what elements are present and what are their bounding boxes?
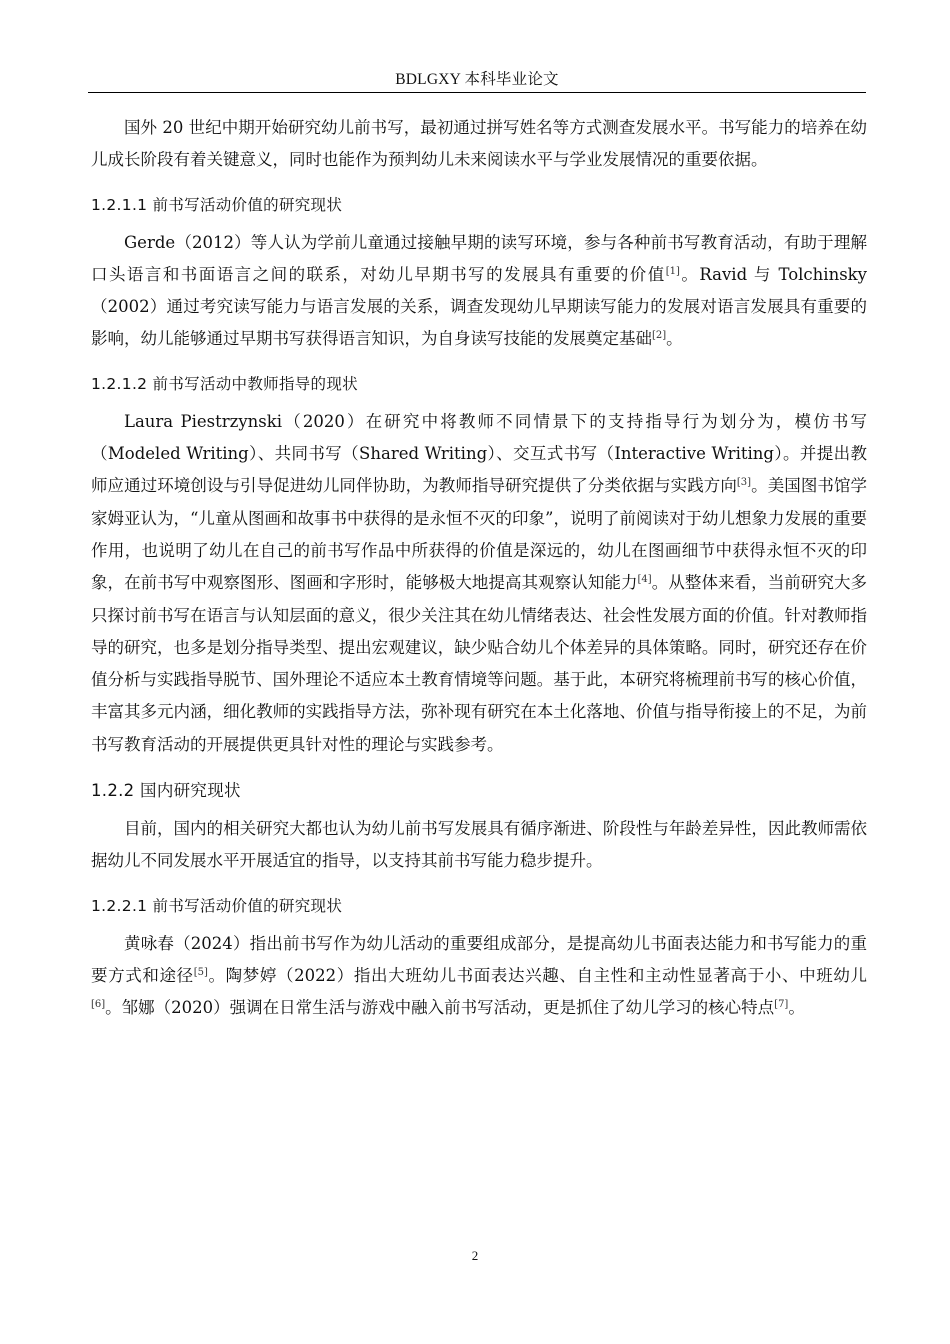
paragraph-text: 。邹娜（2020）强调在日常生活与游戏中融入前书写活动，更是抓住了幼儿学习的核心特点 (105, 998, 775, 1018)
intro-paragraph: 国外 20 世纪中期开始研究幼儿前书写，最初通过拼写姓名等方式测查发展水平。书写能力的培养在幼儿成长阶段有着关键意义，同时也能作为预判幼儿未来阅读水平与学业发展情况的重要依据。 (91, 118, 867, 170)
citation-4: [4] (637, 574, 652, 586)
paragraph-domestic-intro: 目前，国内的相关研究大都也认为幼儿前书写发展具有循序渐进、阶段性与年龄差异性，因此教师需依据幼儿不同发展水平开展适宜的指导，以支持其前书写能力稳步提升。 (91, 819, 867, 871)
page-body (91, 112, 867, 1025)
citation-1: [1] (665, 265, 680, 277)
running-header: BDLGXY 本科毕业论文 (88, 70, 866, 93)
citation-6: [6] (91, 999, 106, 1011)
citation-2: [2] (652, 330, 667, 342)
paragraph-text: 。美国图书馆学家姆亚认为，“儿童从图画和故事书中获得的是永恒不灭的印象”，说明了前阅读对于幼儿想象力发展的重要作用，也说明了幼儿在自己的前书写作品中所获得的价值是深远的，幼儿在图画细节中获得永恒不灭的印象，在前书写中观察图形、图画和字形时，能够极大地提高其观察认知能力 (91, 476, 868, 593)
paragraph-text: 。 (788, 998, 805, 1018)
paragraph-text: 。 (666, 329, 683, 349)
citation-3: [3] (736, 477, 752, 489)
paragraph-text: Laura Piestrzynski（2020）在研究中将教师不同情景下的支持指导行为划分为，模仿书写（Modeled Writing）、共同书写（Shared Writing）、交互式书写（Interactive Writing）。并提出教师应通过环境创设与引导促进幼儿同伴协助，为教师指导研究提供了分类依据与实践方向 (91, 411, 867, 496)
page-number: 2 (471, 1248, 479, 1263)
paragraph-domestic-value (91, 928, 867, 1025)
heading-1-2-2-1: 1.2.2.1 前书写活动价值的研究现状 (91, 896, 343, 915)
citation-5: [5] (193, 966, 208, 978)
citation-7: [7] (774, 999, 789, 1011)
paragraph-text: 。陶梦婷（2022）指出大班幼儿书面表达兴趣、自主性和主动性显著高于小、中班幼儿 (207, 965, 867, 985)
heading-1-2-2: 1.2.2 国内研究现状 (91, 781, 241, 801)
heading-1-2-1-2: 1.2.1.2 前书写活动中教师指导的现状 (91, 374, 358, 393)
paragraph-gerde (91, 227, 867, 356)
heading-1-2-1-1: 1.2.1.1 前书写活动价值的研究现状 (91, 195, 343, 214)
paragraph-piestrzynski (91, 406, 867, 761)
paragraph-text: 。从整体来看，当前研究大多只探讨前书写在语言与认知层面的意义，很少关注其在幼儿情绪表达、社会性发展方面的价值。针对教师指导的研究，也多是划分指导类型、提出宏观建议，缺少贴合幼儿个体差异的具体策略。同时，研究还存在价值分析与实践指导脱节、国外理论不适应本土教育情境等问题。基于此，本研究将梳理前书写的核心价值，丰富其多元内涵，细化教师的实践指导方法，弥补现有研究在本土化落地、价值与指导衔接上的不足，为前书写教育活动的开展提供更具针对性的理论与实践参考。 (91, 573, 868, 754)
paragraph-text: Gerde（2012）等人认为学前儿童通过接触早期的读写环境，参与各种前书写教育活动，有助于理解口头语言和书面语言之间的联系，对幼儿早期书写的发展具有重要的价值 (91, 232, 867, 284)
paragraph-text: 。Ravid 与 Tolchinsky（2002）通过考究读写能力与语言发展的关系，调查发现幼儿早期读写能力的发展对语言发展具有重要的影响，幼儿能够通过早期书写获得语言知识，为自身读写技能的发展奠定基础 (91, 264, 867, 349)
paragraph-text: 黄咏春（2024）指出前书写作为幼儿活动的重要组成部分，是提高幼儿书面表达能力和书写能力的重要方式和途径 (91, 933, 867, 985)
